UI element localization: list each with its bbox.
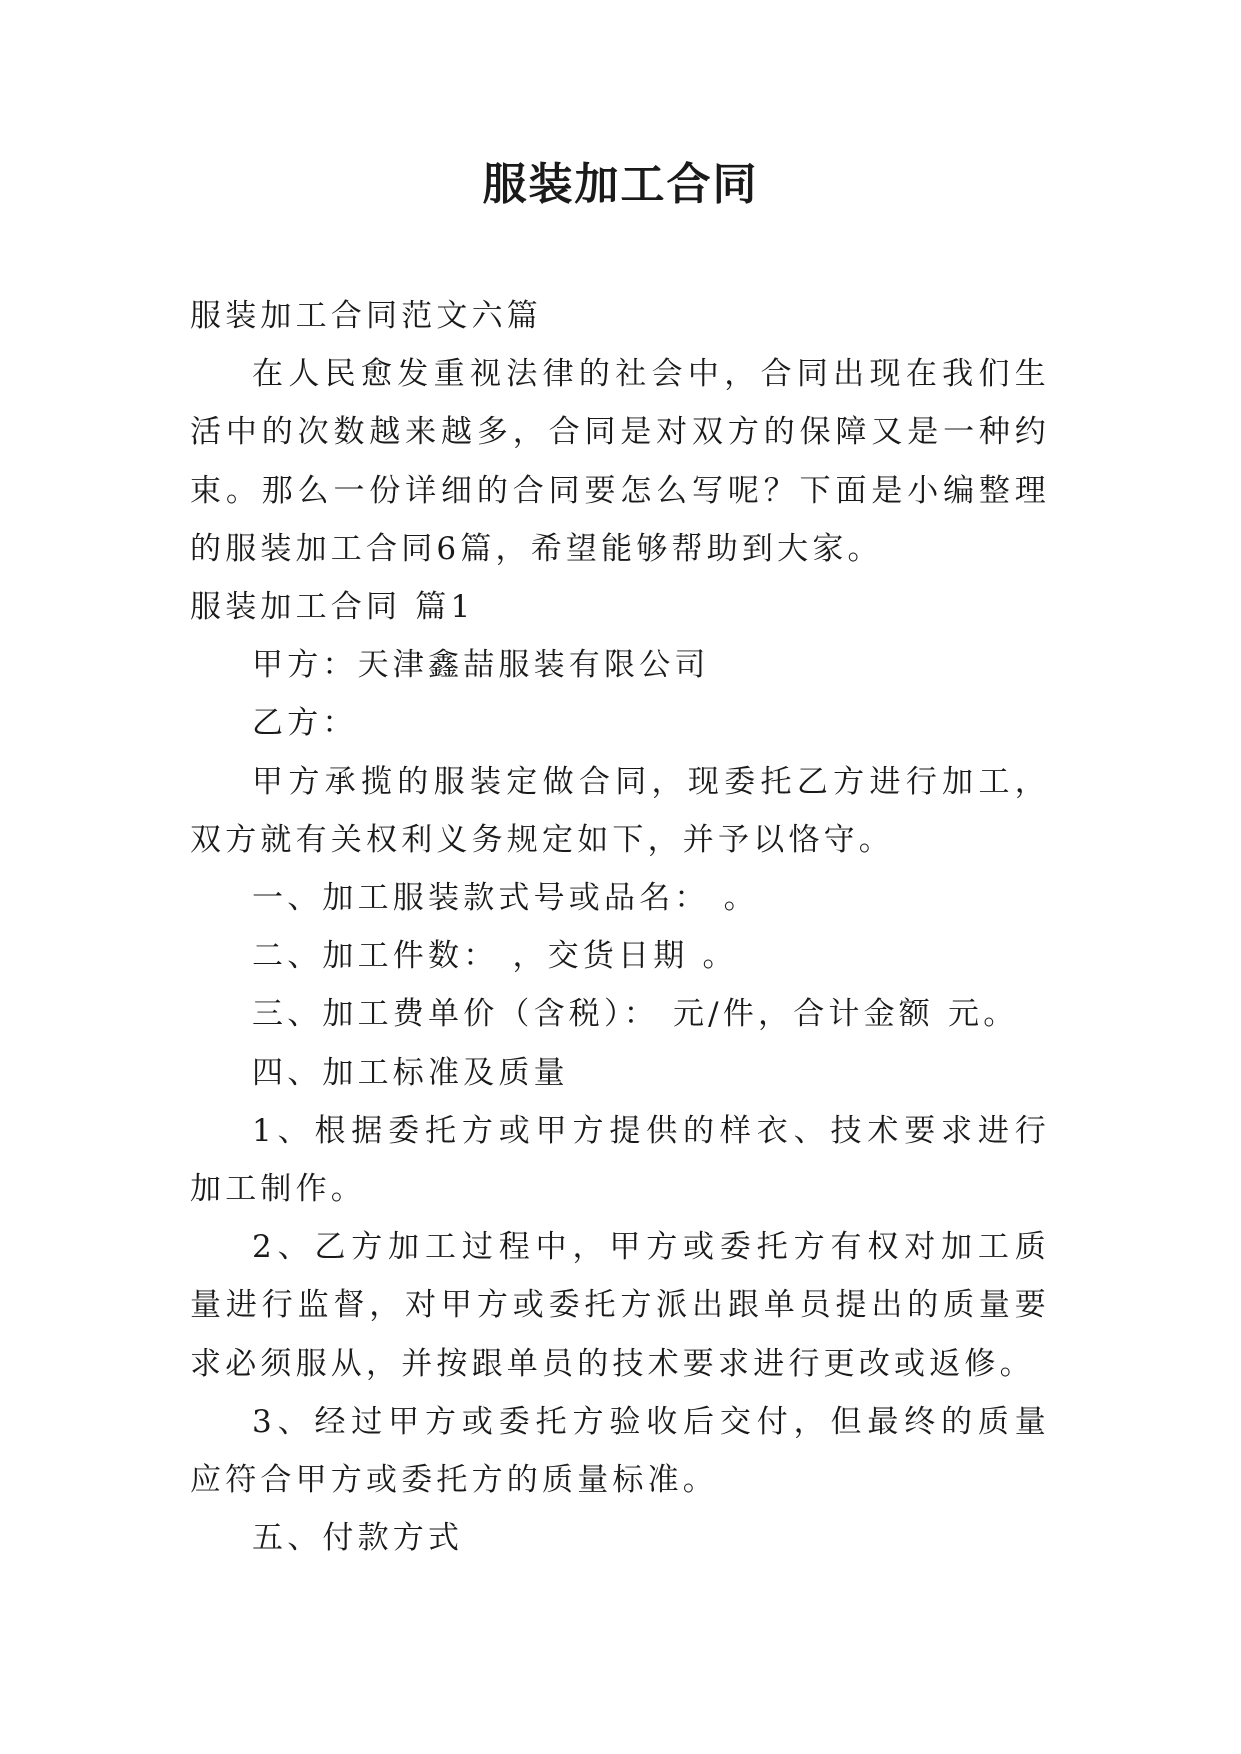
paragraph-clause-2: 二、加工件数： ，交货日期 。: [252, 938, 738, 975]
paragraph-clause-1: 一、加工服装款式号或品名： 。: [252, 880, 759, 917]
paragraph-preamble: 甲方承揽的服装定做合同，现委托乙方进行加工，双方就有关权利义务规定如下，并予以恪守。: [190, 763, 1050, 858]
paragraph-section-heading: 服装加工合同 篇1: [190, 589, 475, 626]
document-body: [190, 287, 1050, 1567]
paragraph-party-b: 乙方：: [252, 705, 358, 742]
paragraph-clause-3: 三、加工费单价（含税）： 元/件，合计金额 元。: [252, 996, 1019, 1033]
paragraph-clause-4: 四、加工标准及质量: [252, 1054, 569, 1091]
paragraph-intro: 在人民愈发重视法律的社会中，合同出现在我们生活中的次数越来越多，合同是对双方的保障又是一种约束。那么一份详细的合同要怎么写呢？下面是小编整理的服装加工合同6篇，希望能够帮助到大家。: [190, 356, 1050, 567]
paragraph-clause-5: 五、付款方式: [252, 1520, 464, 1557]
paragraph-clause-4-3: 3、经过甲方或委托方验收后交付，但最终的质量应符合甲方或委托方的质量标准。: [190, 1403, 1050, 1499]
paragraph-subtitle: 服装加工合同范文六篇: [190, 298, 542, 334]
paragraph-clause-4-1: 1、根据委托方或甲方提供的样衣、技术要求进行加工制作。: [190, 1112, 1050, 1208]
document-title: 服装加工合同: [482, 159, 759, 210]
paragraph-clause-4-2: 2、乙方加工过程中，甲方或委托方有权对加工质量进行监督，对甲方或委托方派出跟单员提出的质量要求必须服从，并按跟单员的技术要求进行更改或返修。: [190, 1229, 1050, 1382]
paragraph-party-a: 甲方：天津鑫喆服装有限公司: [252, 647, 710, 684]
